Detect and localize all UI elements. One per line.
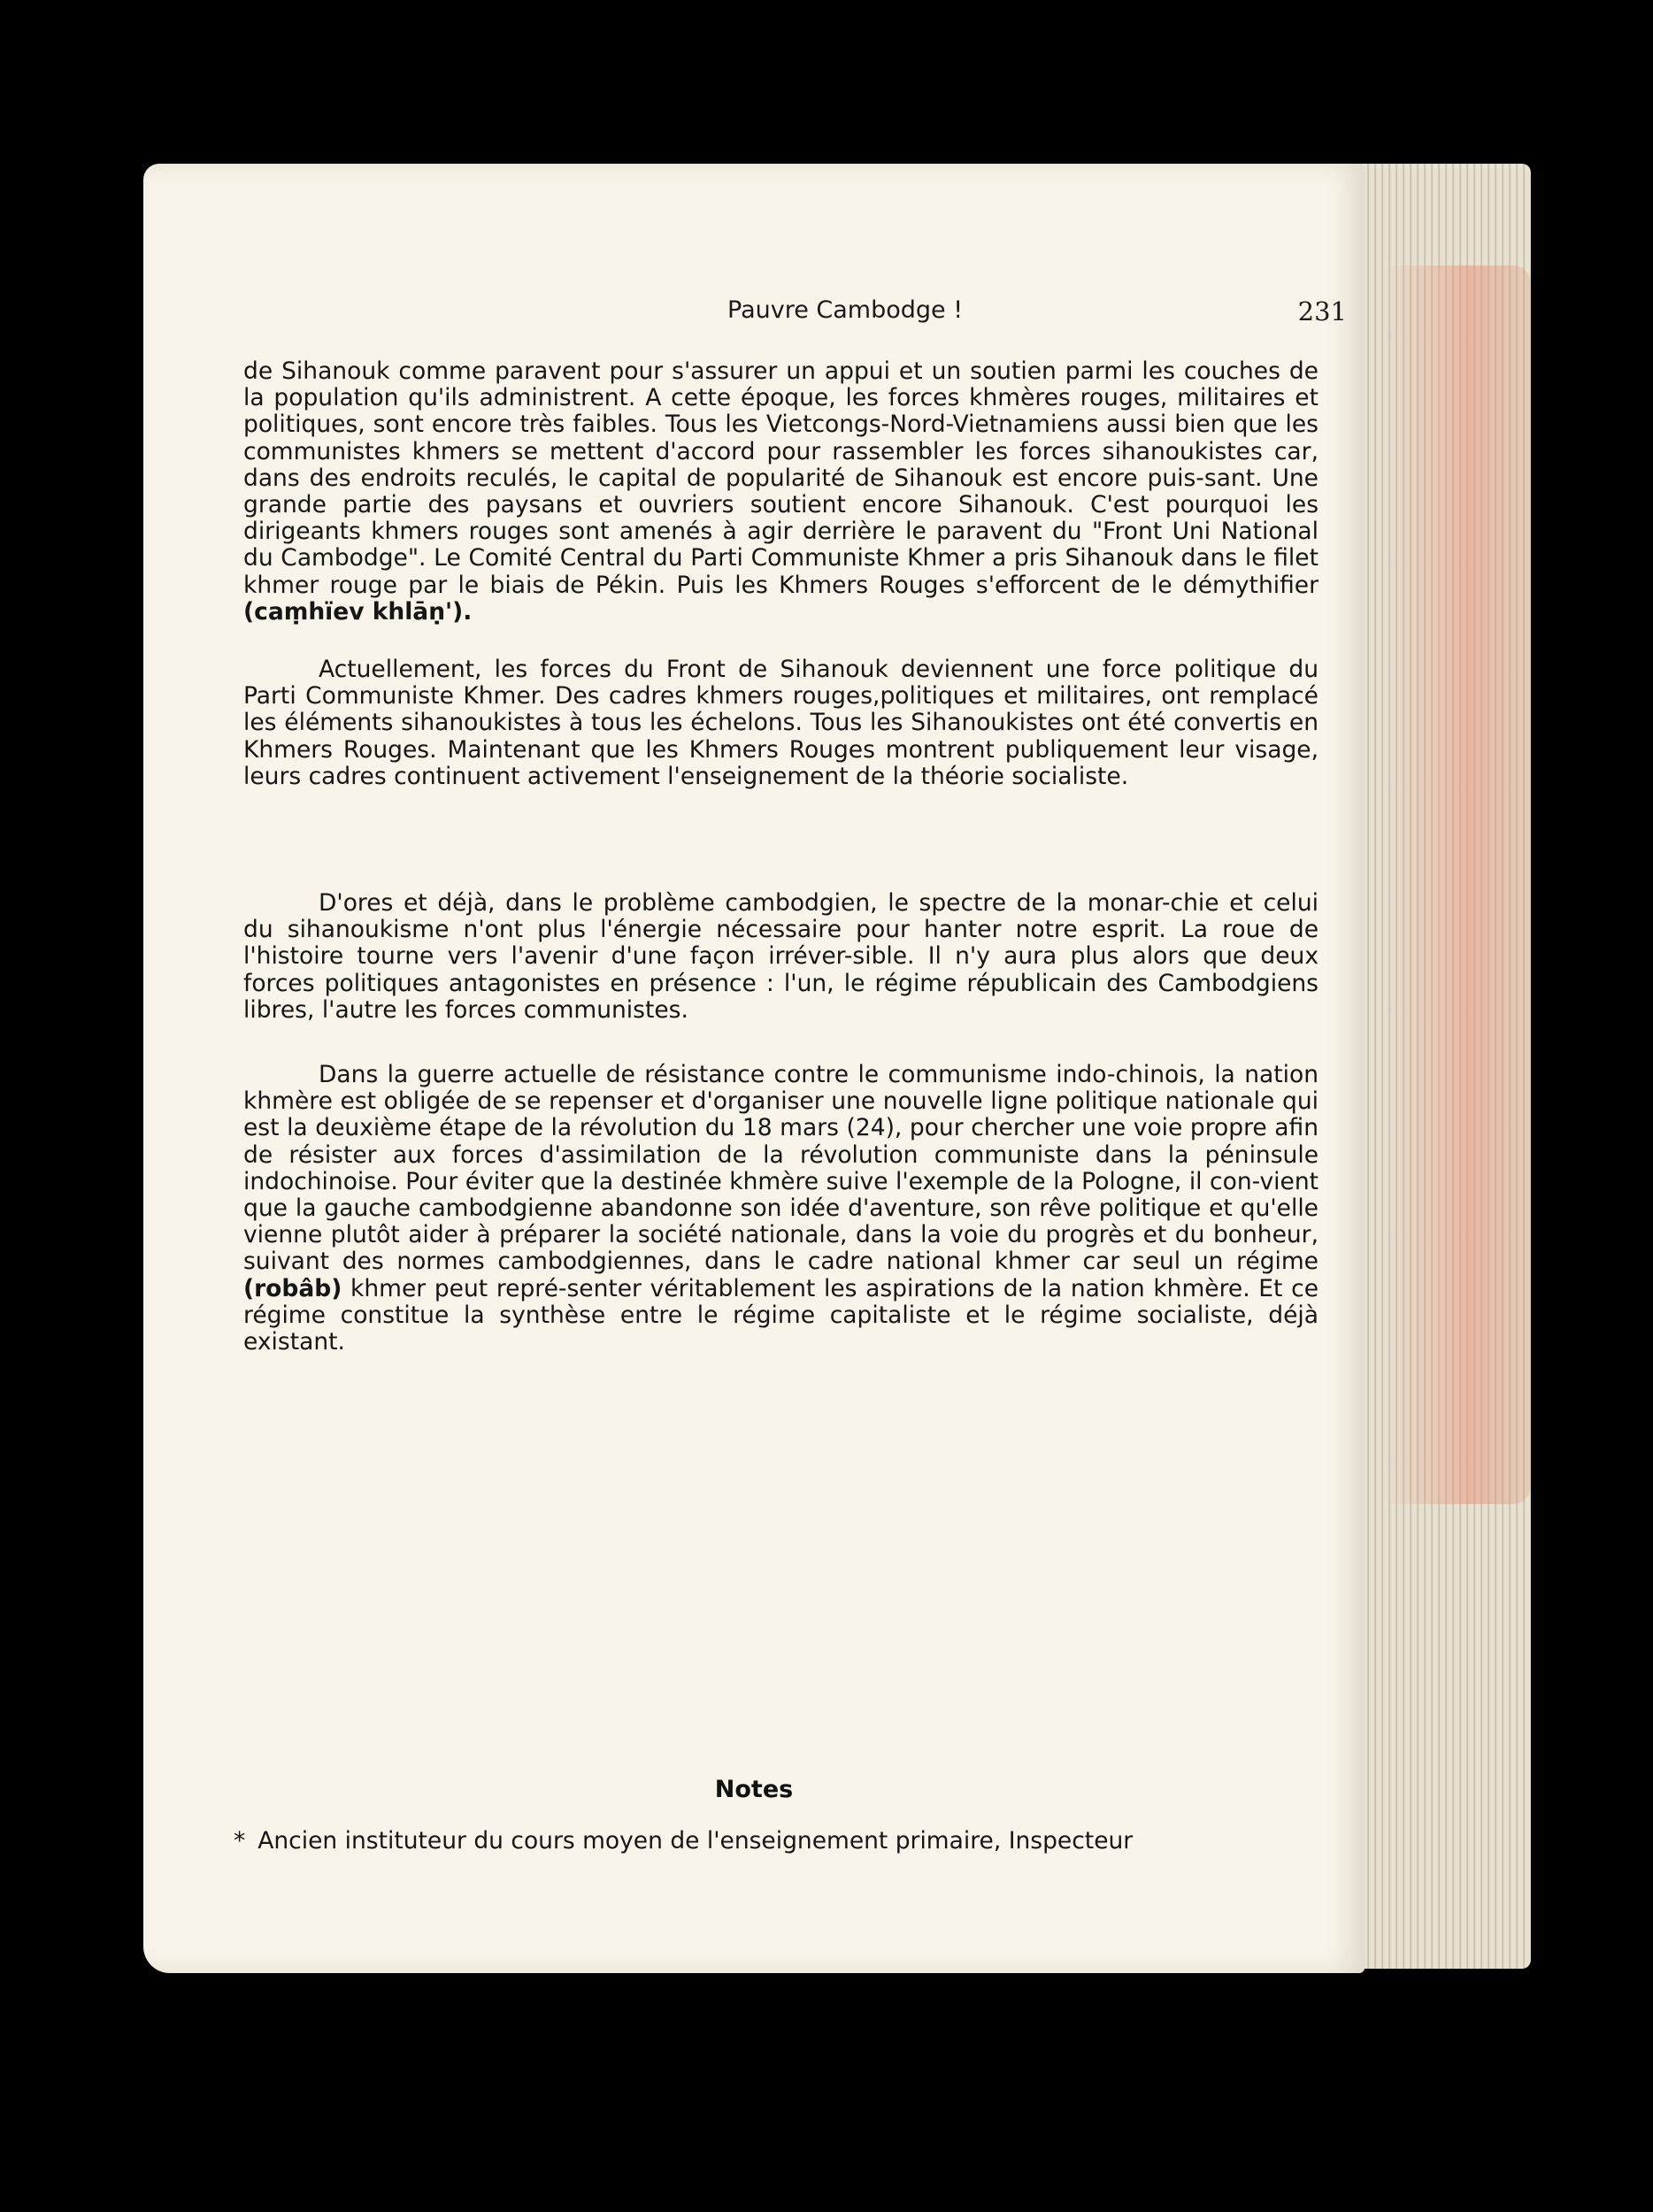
khmer-term: (caṃhïev khlāṇ'). [243,597,473,626]
running-title: Pauvre Cambodge ! [727,296,964,324]
paragraph-1-text: de Sihanouk comme paravent pour s'assurer un appui et un soutien parmi les couches de la population qu'ils administrent. A cette époque, les forces khmères rouges, militaires et politiques, sont encore très faibles. Tous les Vietcongs-Nord-Vietnamiens aussi bien que les communistes khmers se mettent d'accord pour rassembler les forces sihanoukistes car, dans des endroits reculés, le capital de popularité de Sihanouk est encore puis-sant. Une grande partie des paysans et ouvriers soutient encore Sihanouk. C'est pourquoi les dirigeants khmers rouges sont amenés à agir derrière le paravent du "Front Uni National du Cambodge". Le Comité Central du Parti Communiste Khmer a pris Sihanouk dans le filet khmer rouge par le biais de Pékin. Puis les Khmers Rouges s'efforcent de le démythifier [243,357,1319,599]
paragraph-2: Actuellement, les forces du Front de Sihanouk deviennent une force politique du Parti Communiste Khmer. Des cadres khmers rouges,politiques et militaires, ont remplacé les éléments sihanoukistes à tous les échelons. Tous les Sihanoukistes ont été convertis en Khmers Rouges. Maintenant que les Khmers Rouges montrent publiquement leur visage, leurs cadres continuent activement l'enseignement de la théorie socialiste. [243,656,1319,790]
page-edge-tint [1380,265,1531,1504]
footnote-marker: * [234,1827,246,1855]
paragraph-1 [243,358,1319,626]
book-page [143,164,1365,1973]
body-text [243,358,1319,1356]
page-header [550,296,1435,349]
footnote [234,1827,1340,1855]
paragraph-4 [243,1062,1319,1356]
footnote-text: Ancien instituteur du cours moyen de l'enseignement primaire, Inspecteur [258,1827,1134,1855]
paragraph-4-text-a: Dans la guerre actuelle de résistance contre le communisme indo-chinois, la nation khmère est obligée de se repenser et d'organiser une nouvelle ligne politique nationale qui est la deuxième étape de la révolution du 18 mars (24), pour chercher une voie propre afin de résister aux forces d'assimilation de la révolution communiste dans la péninsule indochinoise. Pour éviter que la destinée khmère suive l'exemple de la Pologne, il con-vient que la gauche cambodgienne abandonne son idée d'aventure, son rêve politique et qu'elle vienne plutôt aider à préparer la société nationale, dans la voie du progrès et du bonheur, suivant des normes cambodgiennes, dans le cadre national khmer car seul un régime [243,1061,1319,1276]
paragraph-4-text-b: khmer peut repré-senter véritablement les aspirations de la nation khmère. Et ce régime constitue la synthèse entre le régime capitaliste et le régime socialiste, déjà existant. [243,1274,1319,1356]
khmer-term: (robâb) [243,1274,342,1302]
paragraph-3: D'ores et déjà, dans le problème cambodgien, le spectre de la monar-chie et celui du sihanoukisme n'ont plus l'énergie nécessaire pour hanter notre esprit. La roue de l'histoire tourne vers l'avenir d'une façon irréver-sible. Il n'y aura plus alors que deux forces politiques antagonistes en présence : l'un, le régime républicain des Cambodgiens libres, l'autre les forces communistes. [243,889,1319,1024]
notes-heading: Notes [714,1776,794,1803]
page-number: 231 [1297,296,1347,326]
